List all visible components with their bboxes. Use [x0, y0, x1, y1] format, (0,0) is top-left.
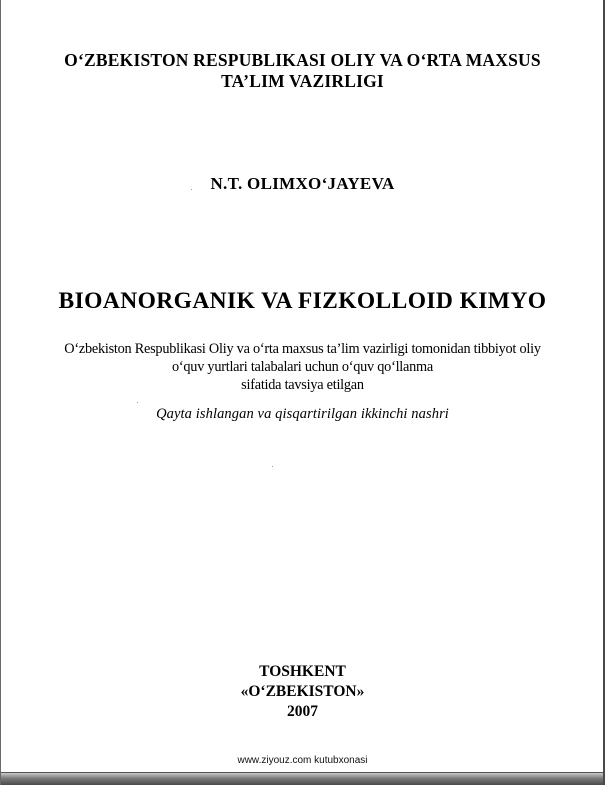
approval-line-2: o‘quv yurtlari talabalari uchun o‘quv qo‘llanma: [172, 359, 433, 375]
imprint-year: 2007: [287, 703, 318, 720]
imprint-publisher: «O‘ZBEKISTON»: [240, 683, 365, 700]
author-name: N.T. OLIMXO‘JAYEVA: [210, 174, 395, 193]
imprint-block: [1, 662, 604, 722]
edition-note: Qayta ishlangan va qisqartirilgan ikkinchi nashri: [156, 406, 449, 422]
scan-speck: [272, 466, 273, 467]
page-shadow-band: [1, 773, 605, 785]
scan-speck: [137, 402, 138, 403]
ministry-line-1: O‘ZBEKISTON RESPUBLIKASI OLIY VA O‘RTA MAXSUS: [64, 50, 541, 70]
scan-speck: [191, 189, 192, 190]
ministry-heading: [1, 50, 604, 92]
imprint-city: TOSHKENT: [259, 663, 346, 680]
approval-line-3: sifatida tavsiya etilgan: [241, 377, 364, 393]
footer-source: www.ziyouz.com kutubxonasi: [237, 755, 368, 766]
approval-line-1: O‘zbekiston Respublikasi Oliy va o‘rta maxsus ta’lim vazirligi tomonidan tibbiyot oliy: [64, 341, 541, 357]
ministry-line-2: TA’LIM VAZIRLIGI: [221, 71, 384, 91]
approval-note: [1, 340, 604, 394]
book-title: BIOANORGANIK VA FIZKOLLOID KIMYO: [58, 288, 547, 314]
